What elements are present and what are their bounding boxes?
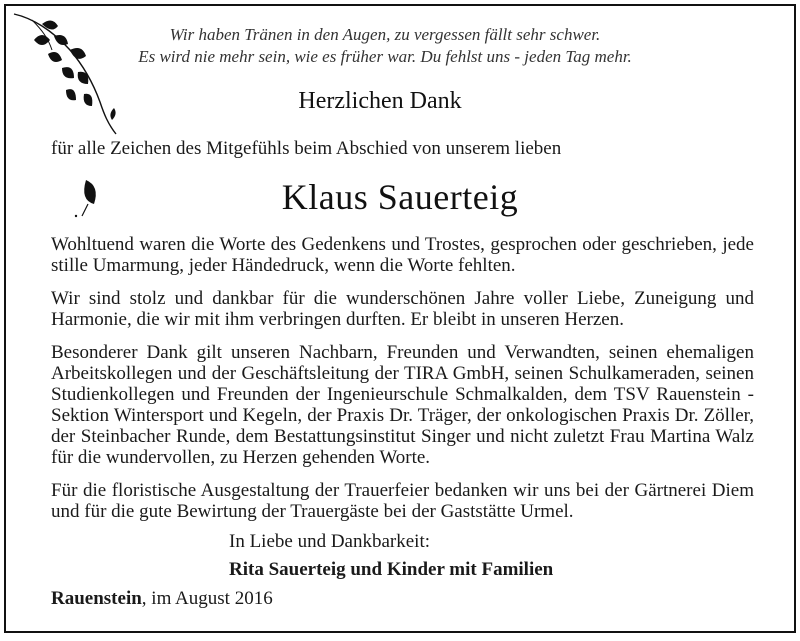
quote-line-1: Wir haben Tränen in den Augen, zu vergessen fällt sehr schwer. bbox=[169, 25, 601, 44]
closing-phrase: In Liebe und Dankbarkeit: bbox=[229, 531, 431, 552]
place-date bbox=[51, 588, 273, 610]
closing-block bbox=[229, 528, 553, 584]
message-body bbox=[51, 234, 754, 534]
paragraph: Für die floristische Ausgestaltung der Trauerfeier bedanken wir uns bei der Gärtnerei Diem und für die gute Bewirtung der Trauergäste bei der Gaststätte Urmel. bbox=[51, 480, 754, 522]
place: Rauenstein bbox=[51, 588, 142, 609]
memorial-quote bbox=[116, 24, 654, 68]
intro-line: für alle Zeichen des Mitgefühls beim Abschied von unserem lieben bbox=[51, 138, 562, 159]
quote-line-2: Es wird nie mehr sein, wie es früher war. Du fehlst uns - jeden Tag mehr. bbox=[138, 47, 632, 66]
heading: Herzlichen Dank bbox=[298, 88, 462, 114]
date: , im August 2016 bbox=[141, 588, 273, 609]
paragraph: Wohltuend waren die Worte des Gedenkens und Trostes, gesprochen oder geschrieben, jede stille Umarmung, jeder Händedruck, wenn die Worte fehlten. bbox=[51, 234, 754, 276]
paragraph: Besonderer Dank gilt unseren Nachbarn, Freunden und Verwandten, seinen ehemaligen Arbeitskollegen und der Geschäftsleitung der TIRA GmbH, seinen Schulkameraden, seinen Studienkollegen und Freunden der Ingenieurschule Schmalkalden, dem TSV Rauenstein - Sektion Wintersport und Kegeln, der Praxis Dr. Träger, der onkologischen Praxis Dr. Zöller, der Steinbacher Runde, dem Bestattungsinstitut Singer und nicht zuletzt Frau Martina Walz für die wundervollen, zu Herzen gehenden Worte. bbox=[51, 342, 754, 468]
signers: Rita Sauerteig und Kinder mit Familien bbox=[229, 559, 554, 580]
deceased-name: Klaus Sauerteig bbox=[281, 177, 519, 217]
obituary-notice bbox=[4, 4, 796, 633]
paragraph: Wir sind stolz und dankbar für die wunderschönen Jahre voller Liebe, Zuneigung und Harmonie, die wir mit ihm verbringen durften. Er bleibt in unseren Herzen. bbox=[51, 288, 754, 330]
